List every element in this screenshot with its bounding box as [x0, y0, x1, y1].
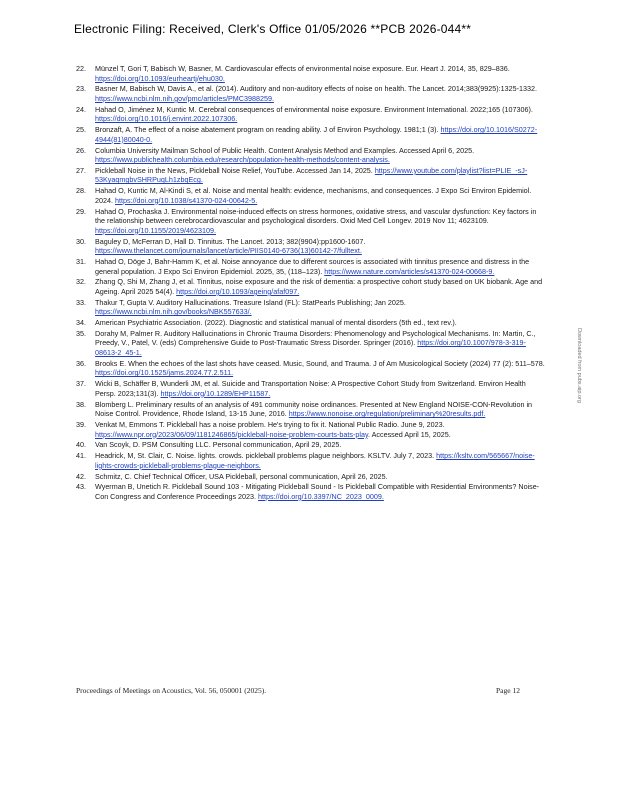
reference-list	[76, 64, 546, 503]
reference-item	[76, 146, 546, 165]
reference-text: Wyerman B, Unetich R. Pickleball Sound 103 - Mitigating Pickleball Sound - Is Pickleball Compatible with Residential Environments? Noise-Con Congress and Conference Proceedings 2023.	[95, 482, 540, 501]
reference-link[interactable]: https://doi.org/10.1038/s41370-024-00642-5.	[114, 195, 258, 205]
reference-text: Pickleball Noise in the News, Pickleball Noise Relief, YouTube. Accessed Jan 14, 2025.	[95, 165, 375, 175]
reference-number: 37.	[76, 379, 86, 389]
reference-item	[76, 207, 546, 236]
reference-number: 40.	[76, 440, 86, 450]
reference-number: 30.	[76, 236, 86, 246]
reference-link[interactable]: https://doi.org/10.3397/NC_2023_0009.	[258, 491, 384, 501]
reference-number: 32.	[76, 277, 86, 287]
reference-number: 23.	[76, 84, 86, 94]
reference-text: Blomberg L. Preliminary results of an analysis of 491 community noise ordinances. Presented at New England NOISE-CON-Revolution in Noise Control. Providence, Rhode Island, 13-15 June, 2016.	[95, 399, 533, 419]
reference-text: Columbia University Mailman School of Public Health. Content Analysis Method and Examples. Accessed April 6, 2025.	[95, 145, 475, 155]
reference-text: Hahad O, Jiménez M, Kuntic M. Cerebral consequences of environmental noise exposure. Environment International. 2022;165 (107306).	[95, 104, 533, 114]
reference-link[interactable]: https://doi.org/10.1289/EHP11587.	[160, 388, 271, 398]
reference-number: 25.	[76, 125, 86, 135]
reference-number: 24.	[76, 104, 86, 114]
reference-number: 39.	[76, 419, 86, 429]
reference-number: 29.	[76, 206, 86, 216]
reference-text: Basner M, Babisch W, Davis A., et al. (2014). Auditory and non-auditory effects of noise on health. The Lancet. 2014;383(9925):1325-1332.	[95, 84, 538, 94]
reference-number: 26.	[76, 145, 86, 155]
reference-link[interactable]: https://doi.org/10.1093/eurheartj/ehu030.	[95, 73, 225, 83]
reference-text: Brooks E. When the echoes of the last shots have ceased. Music, Sound, and Trauma. J of Am Musicological Society (2024) 77 (2): 511–578.	[95, 358, 545, 368]
filing-stamp: Electronic Filing: Received, Clerk's Office 01/05/2026 **PCB 2026-044**	[74, 22, 472, 36]
reference-item	[76, 400, 546, 419]
reference-item	[76, 482, 546, 501]
reference-text: Schmitz, C. Chief Technical Officer, USA Pickleball, personal communication, April 26, 2025.	[95, 471, 388, 481]
reference-link[interactable]: https://www.publichealth.columbia.edu/research/population-health-methods/content-analysis.	[95, 155, 390, 165]
reference-text: Hahad O, Döge J, Bahr-Hamm K, et al. Noise annoyance due to different sources is associated with tinnitus presence and distress in the general population. J Expo Sci Environ Epidemiol. 2025, 35, (118–123).	[95, 256, 530, 276]
reference-text: Thakur T, Gupta V. Auditory Hallucinations. Treasure Island (FL): StatPearls Publishing; Jan 2025.	[95, 297, 406, 307]
reference-number: 33.	[76, 297, 86, 307]
reference-text: Zhang Q, Shi M, Zhang J, et al. Tinnitus, noise exposure and the risk of dementia: a prospective cohort study based on UK biobank. Age and Ageing. April 2025 54(4).	[95, 277, 543, 296]
reference-text: Bronzaft, A. The effect of a noise abatement program on reading ability. J of Environ Psychology. 1981;1 (3).	[95, 125, 441, 135]
reference-link[interactable]: https://doi.org/10.1093/ageing/afaf097.	[176, 286, 300, 296]
reference-item	[76, 298, 546, 317]
reference-text: Münzel T, Gori T, Babisch W, Basner, M. Cardiovascular effects of environmental noise exposure. Eur. Heart J. 2014, 35, 829–836.	[95, 64, 510, 73]
reference-text: Hahad O, Kuntic M, Al-Kindi S, et al. Noise and mental health: evidence, mechanisms, and consequences. J Expo Sci Environ Epidemiol. 2024.	[95, 186, 532, 205]
reference-link[interactable]: https://doi.org/10.1016/j.envint.2022.107306.	[95, 114, 238, 124]
reference-item	[76, 105, 546, 124]
reference-item	[76, 472, 546, 482]
reference-number: 42.	[76, 471, 86, 481]
reference-link[interactable]: https://doi.org/10.1016/S0272-4944(81)80040-0.	[95, 125, 538, 144]
reference-item	[76, 379, 546, 398]
reference-item	[76, 84, 546, 103]
reference-link[interactable]: https://www.nature.com/articles/s41370-024-00668-9.	[324, 266, 495, 276]
reference-link[interactable]: https://www.ncbi.nlm.nih.gov/pmc/articles/PMC3988259.	[95, 93, 274, 103]
reference-text: Hahad O, Prochaska J. Environmental noise-induced effects on stress hormones, oxidative stress, and vascular dysfunction: Key factors in the relationship between cerebrocardiovascular and psychological disorders. Oxid Med Cell Longev. 2019 Nov 11; 4623109.	[95, 206, 537, 226]
reference-number: 27.	[76, 165, 86, 175]
reference-number: 34.	[76, 318, 86, 328]
reference-item	[76, 451, 546, 470]
reference-number: 43.	[76, 482, 86, 492]
reference-item	[76, 359, 546, 378]
reference-number: 41.	[76, 451, 86, 461]
reference-text: American Psychiatric Association. (2022). Diagnostic and statistical manual of mental disorders (5th ed., text rev.).	[95, 318, 457, 328]
reference-item	[76, 186, 546, 205]
reference-item	[76, 440, 546, 450]
reference-text: Dorahy M, Palmer R. Auditory Hallucinations in Chronic Trauma Disorders: Phenomenology and Psychological Mechanisms. In: Martin, C., Preedy, V., Patel, V. (eds) Comprehensive Guide to Post-Traumatic Stress Disorder. Springer (2016).	[95, 328, 536, 348]
reference-link[interactable]: https://www.nonoise.org/regulation/preliminary%20results.pdf.	[288, 409, 486, 419]
reference-text: Van Scoyk, D. PSM Consulting LLC. Personal communication, April 29, 2025.	[95, 440, 342, 450]
reference-item	[76, 318, 546, 328]
reference-link[interactable]: https://doi.org/10.1155/2019/4623109.	[95, 225, 216, 235]
reference-item	[76, 237, 546, 256]
reference-link[interactable]: https://www.ncbi.nlm.nih.gov/books/NBK557633/.	[95, 307, 252, 317]
reference-item	[76, 277, 546, 296]
reference-link[interactable]: https://doi.org/10.1007/978-3-319-08613-2_45-1.	[95, 338, 526, 358]
footer-page-number: Page 12	[496, 686, 520, 695]
reference-text: Wicki B, Schäffer B, Wunderli JM, et al. Suicide and Transportation Noise: A Prospective Cohort Study from Switzerland. Environ Health Persp. 2023;131(3).	[95, 379, 526, 398]
reference-number: 38.	[76, 399, 86, 409]
reference-link[interactable]: https://www.youtube.com/playlist?list=PLIE_-sJ-53KyaqmgbvSHRPuqLh1zbqEcg.	[95, 165, 528, 185]
side-download-stamp: Downloaded from pubs.aip.org	[576, 328, 582, 403]
reference-text-after: . Accessed April 15, 2025.	[368, 429, 451, 439]
reference-text: Baguley D, McFerran D, Hall D. Tinnitus. The Lancet. 2013; 382(9904):pp1600-1607.	[95, 236, 366, 246]
reference-number: 35.	[76, 328, 86, 338]
reference-item	[76, 329, 546, 358]
reference-link[interactable]: https://www.thelancet.com/journals/lancet/article/PIIS0140-6736(13)60142-7/fulltext.	[95, 246, 362, 256]
reference-item	[76, 64, 546, 83]
reference-number: 36.	[76, 358, 86, 368]
reference-item	[76, 125, 546, 144]
reference-link[interactable]: https://doi.org/10.1525/jams.2024.77.2.511.	[95, 368, 234, 378]
footer-citation: Proceedings of Meetings on Acoustics, Vol. 56, 050001 (2025).	[76, 686, 267, 695]
reference-link[interactable]: https://ksltv.com/565667/noise-lights-crowds-pickleball-problems-plague-neighbors.	[95, 451, 535, 470]
reference-link[interactable]: https://www.npr.org/2023/06/09/1181246865/pickleball-noise-problem-courts-bats-play	[95, 429, 369, 439]
reference-number: 28.	[76, 186, 86, 196]
reference-text: Venkat M, Emmons T. Pickleball has a noise problem. He's trying to fix it. National Public Radio. June 9, 2023.	[95, 419, 445, 429]
reference-number: 22.	[76, 64, 86, 73]
reference-number: 31.	[76, 256, 86, 266]
reference-text: Headrick, M, St. Clair, C. Noise. lights. crowds. pickleball problems plague neighbors. KSLTV. July 7, 2023.	[95, 451, 437, 461]
reference-item	[76, 166, 546, 185]
reference-item	[76, 420, 546, 439]
reference-item	[76, 257, 546, 276]
